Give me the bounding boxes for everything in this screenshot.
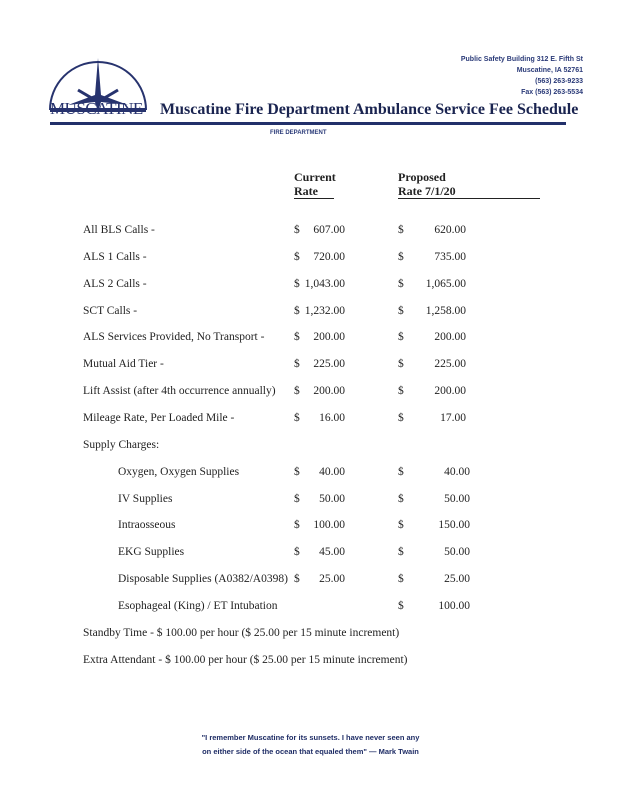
current-rate: 1,232.00 <box>304 305 345 317</box>
page-title: Muscatine Fire Department Ambulance Service Fee Schedule <box>160 101 579 118</box>
proposed-rate: 17.00 <box>440 412 466 424</box>
current-rate: 45.00 <box>319 546 345 558</box>
header-line: Rate 7/1/20 <box>398 184 540 199</box>
proposed-rate: 1,065.00 <box>425 278 466 290</box>
current-rate: 100.00 <box>313 519 345 531</box>
currency-symbol: $ <box>294 519 300 531</box>
fee-label: ALS 2 Calls - <box>83 278 147 290</box>
current-rate: 225.00 <box>313 358 345 370</box>
currency-symbol: $ <box>398 466 404 478</box>
currency-symbol: $ <box>398 573 404 585</box>
proposed-rate: 100.00 <box>438 600 470 612</box>
currency-symbol: $ <box>398 224 404 236</box>
supply-label: IV Supplies <box>118 493 173 505</box>
fee-label: All BLS Calls - <box>83 224 155 236</box>
current-rate: 25.00 <box>319 573 345 585</box>
header-line: Current <box>294 170 336 184</box>
supply-label: Disposable Supplies (A0382/A0398) <box>118 573 288 585</box>
currency-symbol: $ <box>398 412 404 424</box>
currency-symbol: $ <box>398 331 404 343</box>
currency-symbol: $ <box>294 278 300 290</box>
currency-symbol: $ <box>398 278 404 290</box>
extra-attendant-note: Extra Attendant - $ 100.00 per hour ($ 25.00 per 15 minute increment) <box>83 654 408 666</box>
current-rate: 200.00 <box>313 331 345 343</box>
address-line: Public Safety Building 312 E. Fifth St <box>460 56 583 63</box>
supply-label: EKG Supplies <box>118 546 185 558</box>
fee-label: Mileage Rate, Per Loaded Mile - <box>83 412 235 424</box>
current-rate-header <box>294 170 336 199</box>
phone: (563) 263-9233 <box>535 78 583 85</box>
currency-symbol: $ <box>294 251 300 263</box>
currency-symbol: $ <box>294 305 300 317</box>
fee-label: Mutual Aid Tier - <box>83 358 164 370</box>
currency-symbol: $ <box>294 546 300 558</box>
proposed-rate: 620.00 <box>434 224 466 236</box>
supply-label: Intraosseous <box>118 519 176 531</box>
proposed-rate: 150.00 <box>438 519 470 531</box>
current-rate: 16.00 <box>319 412 345 424</box>
current-rate: 607.00 <box>313 224 345 236</box>
standby-note: Standby Time - $ 100.00 per hour ($ 25.00 per 15 minute increment) <box>83 627 400 639</box>
current-rate: 50.00 <box>319 493 345 505</box>
proposed-rate: 25.00 <box>444 573 470 585</box>
proposed-rate: 225.00 <box>434 358 466 370</box>
currency-symbol: $ <box>398 600 404 612</box>
proposed-rate: 200.00 <box>434 331 466 343</box>
supply-heading: Supply Charges: <box>83 439 160 451</box>
currency-symbol: $ <box>294 358 300 370</box>
proposed-rate: 50.00 <box>444 546 470 558</box>
current-rate: 40.00 <box>319 466 345 478</box>
fax: Fax (563) 263-5534 <box>521 89 583 96</box>
address-line: Muscatine, IA 52761 <box>516 67 583 74</box>
proposed-rate: 735.00 <box>434 251 466 263</box>
supply-label: Oxygen, Oxygen Supplies <box>118 466 240 478</box>
proposed-rate: 50.00 <box>444 493 470 505</box>
quote-line: "I remember Muscatine for its sunsets. I have never seen any <box>201 733 420 742</box>
currency-symbol: $ <box>294 493 300 505</box>
quote-line: on either side of the ocean that equaled them" — Mark Twain <box>202 747 419 756</box>
proposed-rate-header <box>398 170 540 199</box>
currency-symbol: $ <box>294 466 300 478</box>
currency-symbol: $ <box>398 251 404 263</box>
fee-label: SCT Calls - <box>83 305 138 317</box>
currency-symbol: $ <box>398 358 404 370</box>
logo-text: MUSCATINE <box>50 99 143 118</box>
current-rate: 200.00 <box>313 385 345 397</box>
currency-symbol: $ <box>398 493 404 505</box>
fee-label: ALS Services Provided, No Transport - <box>83 331 265 343</box>
currency-symbol: $ <box>294 224 300 236</box>
current-rate: 1,043.00 <box>304 278 345 290</box>
supply-label: Esophageal (King) / ET Intubation <box>118 600 278 612</box>
currency-symbol: $ <box>398 385 404 397</box>
currency-symbol: $ <box>294 385 300 397</box>
fee-label: ALS 1 Calls - <box>83 251 147 263</box>
fee-label: Lift Assist (after 4th occurrence annually) <box>83 385 276 397</box>
current-rate: 720.00 <box>313 251 345 263</box>
header-line: Proposed <box>398 170 446 184</box>
proposed-rate: 1,258.00 <box>425 305 466 317</box>
proposed-rate: 40.00 <box>444 466 470 478</box>
header-rule <box>50 122 566 125</box>
header-line: Rate <box>294 184 334 199</box>
currency-symbol: $ <box>398 546 404 558</box>
currency-symbol: $ <box>294 331 300 343</box>
currency-symbol: $ <box>398 519 404 531</box>
currency-symbol: $ <box>294 412 300 424</box>
department-label: FIRE DEPARTMENT <box>270 130 327 136</box>
proposed-rate: 200.00 <box>434 385 466 397</box>
currency-symbol: $ <box>398 305 404 317</box>
currency-symbol: $ <box>294 573 300 585</box>
